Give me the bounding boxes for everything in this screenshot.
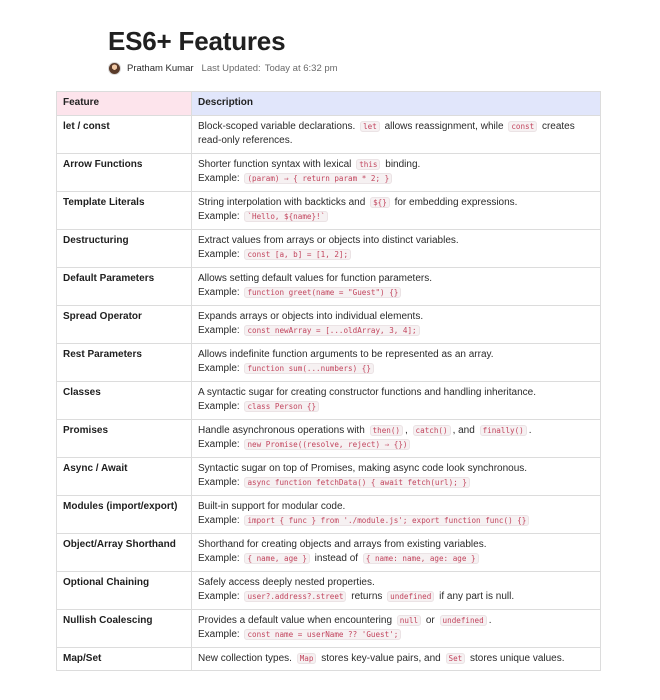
- last-updated-label: Last Updated:: [201, 63, 261, 74]
- description-text: Example:: [198, 477, 243, 488]
- column-header-description: Description: [192, 92, 601, 116]
- feature-cell: Rest Parameters: [57, 343, 192, 381]
- description-line: [198, 196, 594, 211]
- description-line: [198, 462, 594, 477]
- description-line: [198, 362, 594, 377]
- inline-code: user?.address?.street: [244, 591, 346, 602]
- description-text: Expands arrays or objects into individual elements.: [198, 310, 424, 322]
- description-cell: [192, 571, 601, 609]
- table-row: [57, 533, 601, 571]
- description-text: creates: [539, 120, 575, 132]
- description-text: read-only references.: [198, 135, 293, 146]
- description-text: binding.: [382, 158, 421, 170]
- description-line: [198, 310, 594, 325]
- feature-cell: Object/Array Shorthand: [57, 533, 192, 571]
- inline-code: const: [508, 121, 537, 132]
- description-text: Handle asynchronous operations with: [198, 424, 368, 436]
- table-row: [57, 191, 601, 229]
- feature-cell: Destructuring: [57, 229, 192, 267]
- description-line: [198, 324, 594, 339]
- inline-code: { name, age }: [244, 553, 309, 564]
- inline-code: undefined: [387, 591, 434, 602]
- description-line: [198, 158, 594, 173]
- description-cell: [192, 267, 601, 305]
- description-text: Built-in support for modular code.: [198, 500, 346, 512]
- description-line: [198, 134, 594, 149]
- feature-cell: Classes: [57, 381, 192, 419]
- description-text: Example:: [198, 629, 243, 640]
- inline-code: this: [356, 159, 380, 170]
- last-updated-value: Today at 6:32 pm: [264, 63, 338, 74]
- description-text: Syntactic sugar on top of Promises, making async code look synchronous.: [198, 462, 528, 474]
- description-line: [198, 500, 594, 515]
- description-text: .: [528, 424, 532, 436]
- feature-cell: Optional Chaining: [57, 571, 192, 609]
- description-text: Allows setting default values for function parameters.: [198, 272, 433, 284]
- table-row: [57, 647, 601, 671]
- description-line: [198, 438, 594, 453]
- inline-code: { name: name, age: age }: [363, 553, 479, 564]
- table-row: [57, 153, 601, 191]
- description-text: Provides a default value when encountering: [198, 614, 395, 626]
- description-cell: [192, 533, 601, 571]
- description-text: Block-scoped variable declarations.: [198, 120, 359, 132]
- description-text: Example:: [198, 401, 243, 412]
- description-line: [198, 476, 594, 491]
- description-text: A syntactic sugar for creating constructor functions and handling inheritance.: [198, 386, 536, 398]
- inline-code: `Hello, ${name}!`: [244, 211, 328, 222]
- description-text: returns: [348, 591, 386, 602]
- description-cell: [192, 457, 601, 495]
- inline-code: null: [397, 615, 421, 626]
- description-line: [198, 628, 594, 643]
- inline-code: Map: [297, 653, 317, 664]
- description-line: [198, 248, 594, 263]
- description-line: [198, 652, 594, 667]
- inline-code: let: [360, 121, 380, 132]
- description-line: [198, 514, 594, 529]
- description-line: [198, 576, 594, 591]
- inline-code: catch(): [413, 425, 451, 436]
- description-line: [198, 348, 594, 363]
- description-text: Shorter function syntax with lexical: [198, 158, 355, 170]
- feature-cell: Arrow Functions: [57, 153, 192, 191]
- description-line: [198, 552, 594, 567]
- description-text: , and: [452, 424, 478, 436]
- description-text: for embedding expressions.: [391, 196, 518, 208]
- description-cell: [192, 419, 601, 457]
- description-text: Allows indefinite function arguments to be represented as an array.: [198, 348, 494, 360]
- inline-code: const [a, b] = [1, 2];: [244, 249, 351, 260]
- description-line: [198, 272, 594, 287]
- description-text: if any part is null.: [436, 591, 515, 602]
- description-line: [198, 590, 594, 605]
- inline-code: const newArray = [...oldArray, 3, 4];: [244, 325, 419, 336]
- inline-code: Set: [446, 653, 466, 664]
- description-line: [198, 386, 594, 401]
- page-meta: [108, 62, 338, 75]
- description-line: [198, 538, 594, 553]
- description-cell: [192, 305, 601, 343]
- table-row: [57, 457, 601, 495]
- description-line: [198, 424, 594, 439]
- table-row: [57, 343, 601, 381]
- description-text: Example:: [198, 363, 243, 374]
- description-text: Example:: [198, 211, 243, 222]
- description-line: [198, 120, 594, 135]
- feature-cell: let / const: [57, 115, 192, 153]
- description-cell: [192, 495, 601, 533]
- description-line: [198, 172, 594, 187]
- description-text: New collection types.: [198, 652, 295, 664]
- table-row: [57, 115, 601, 153]
- table-row: [57, 229, 601, 267]
- inline-code: async function fetchData() { await fetch(url); }: [244, 477, 469, 488]
- inline-code: then(): [370, 425, 403, 436]
- feature-cell: Async / Await: [57, 457, 192, 495]
- inline-code: const name = userName ?? 'Guest';: [244, 629, 401, 640]
- table-row: [57, 305, 601, 343]
- feature-cell: Nullish Coalescing: [57, 609, 192, 647]
- description-text: ,: [404, 424, 411, 436]
- description-line: [198, 614, 594, 629]
- description-cell: [192, 647, 601, 671]
- inline-code: ${}: [370, 197, 390, 208]
- feature-cell: Modules (import/export): [57, 495, 192, 533]
- feature-cell: Default Parameters: [57, 267, 192, 305]
- description-line: [198, 210, 594, 225]
- description-line: [198, 234, 594, 249]
- description-cell: [192, 191, 601, 229]
- table-row: [57, 267, 601, 305]
- description-cell: [192, 229, 601, 267]
- description-text: String interpolation with backticks and: [198, 196, 369, 208]
- description-text: Extract values from arrays or objects into distinct variables.: [198, 234, 459, 246]
- description-cell: [192, 153, 601, 191]
- feature-cell: Spread Operator: [57, 305, 192, 343]
- description-text: .: [488, 614, 492, 626]
- feature-cell: Map/Set: [57, 647, 192, 671]
- table-row: [57, 609, 601, 647]
- description-cell: [192, 343, 601, 381]
- description-text: Example:: [198, 173, 243, 184]
- description-text: allows reassignment, while: [381, 120, 507, 132]
- description-line: [198, 400, 594, 415]
- inline-code: undefined: [440, 615, 487, 626]
- table-row: [57, 571, 601, 609]
- column-header-feature: Feature: [57, 92, 192, 116]
- inline-code: function sum(...numbers) {}: [244, 363, 373, 374]
- inline-code: finally(): [480, 425, 527, 436]
- description-text: Example:: [198, 591, 243, 602]
- description-line: [198, 286, 594, 301]
- description-text: Example:: [198, 249, 243, 260]
- features-table: [56, 91, 601, 671]
- description-text: Shorthand for creating objects and arrays from existing variables.: [198, 538, 487, 550]
- feature-cell: Promises: [57, 419, 192, 457]
- description-text: Example:: [198, 325, 243, 336]
- description-text: Safely access deeply nested properties.: [198, 576, 375, 588]
- avatar[interactable]: [108, 62, 121, 75]
- table-row: [57, 495, 601, 533]
- description-cell: [192, 609, 601, 647]
- table-header-row: [57, 92, 601, 116]
- inline-code: (param) ⇒ { return param * 2; }: [244, 173, 392, 184]
- description-text: Example:: [198, 553, 243, 564]
- table-row: [57, 381, 601, 419]
- description-text: Example:: [198, 287, 243, 298]
- description-text: Example:: [198, 439, 243, 450]
- description-cell: [192, 381, 601, 419]
- description-text: stores unique values.: [467, 652, 565, 664]
- inline-code: import { func } from './module.js'; export function func() {}: [244, 515, 529, 526]
- description-cell: [192, 115, 601, 153]
- description-text: instead of: [311, 553, 361, 564]
- feature-cell: Template Literals: [57, 191, 192, 229]
- inline-code: new Promise((resolve, reject) ⇒ {}): [244, 439, 410, 450]
- description-text: Example:: [198, 515, 243, 526]
- inline-code: class Person {}: [244, 401, 319, 412]
- author-name[interactable]: Pratham Kumar: [127, 63, 194, 74]
- description-text: or: [423, 614, 438, 626]
- page-title: ES6+ Features: [108, 26, 286, 56]
- inline-code: function greet(name = "Guest") {}: [244, 287, 401, 298]
- table-row: [57, 419, 601, 457]
- description-text: stores key-value pairs, and: [318, 652, 444, 664]
